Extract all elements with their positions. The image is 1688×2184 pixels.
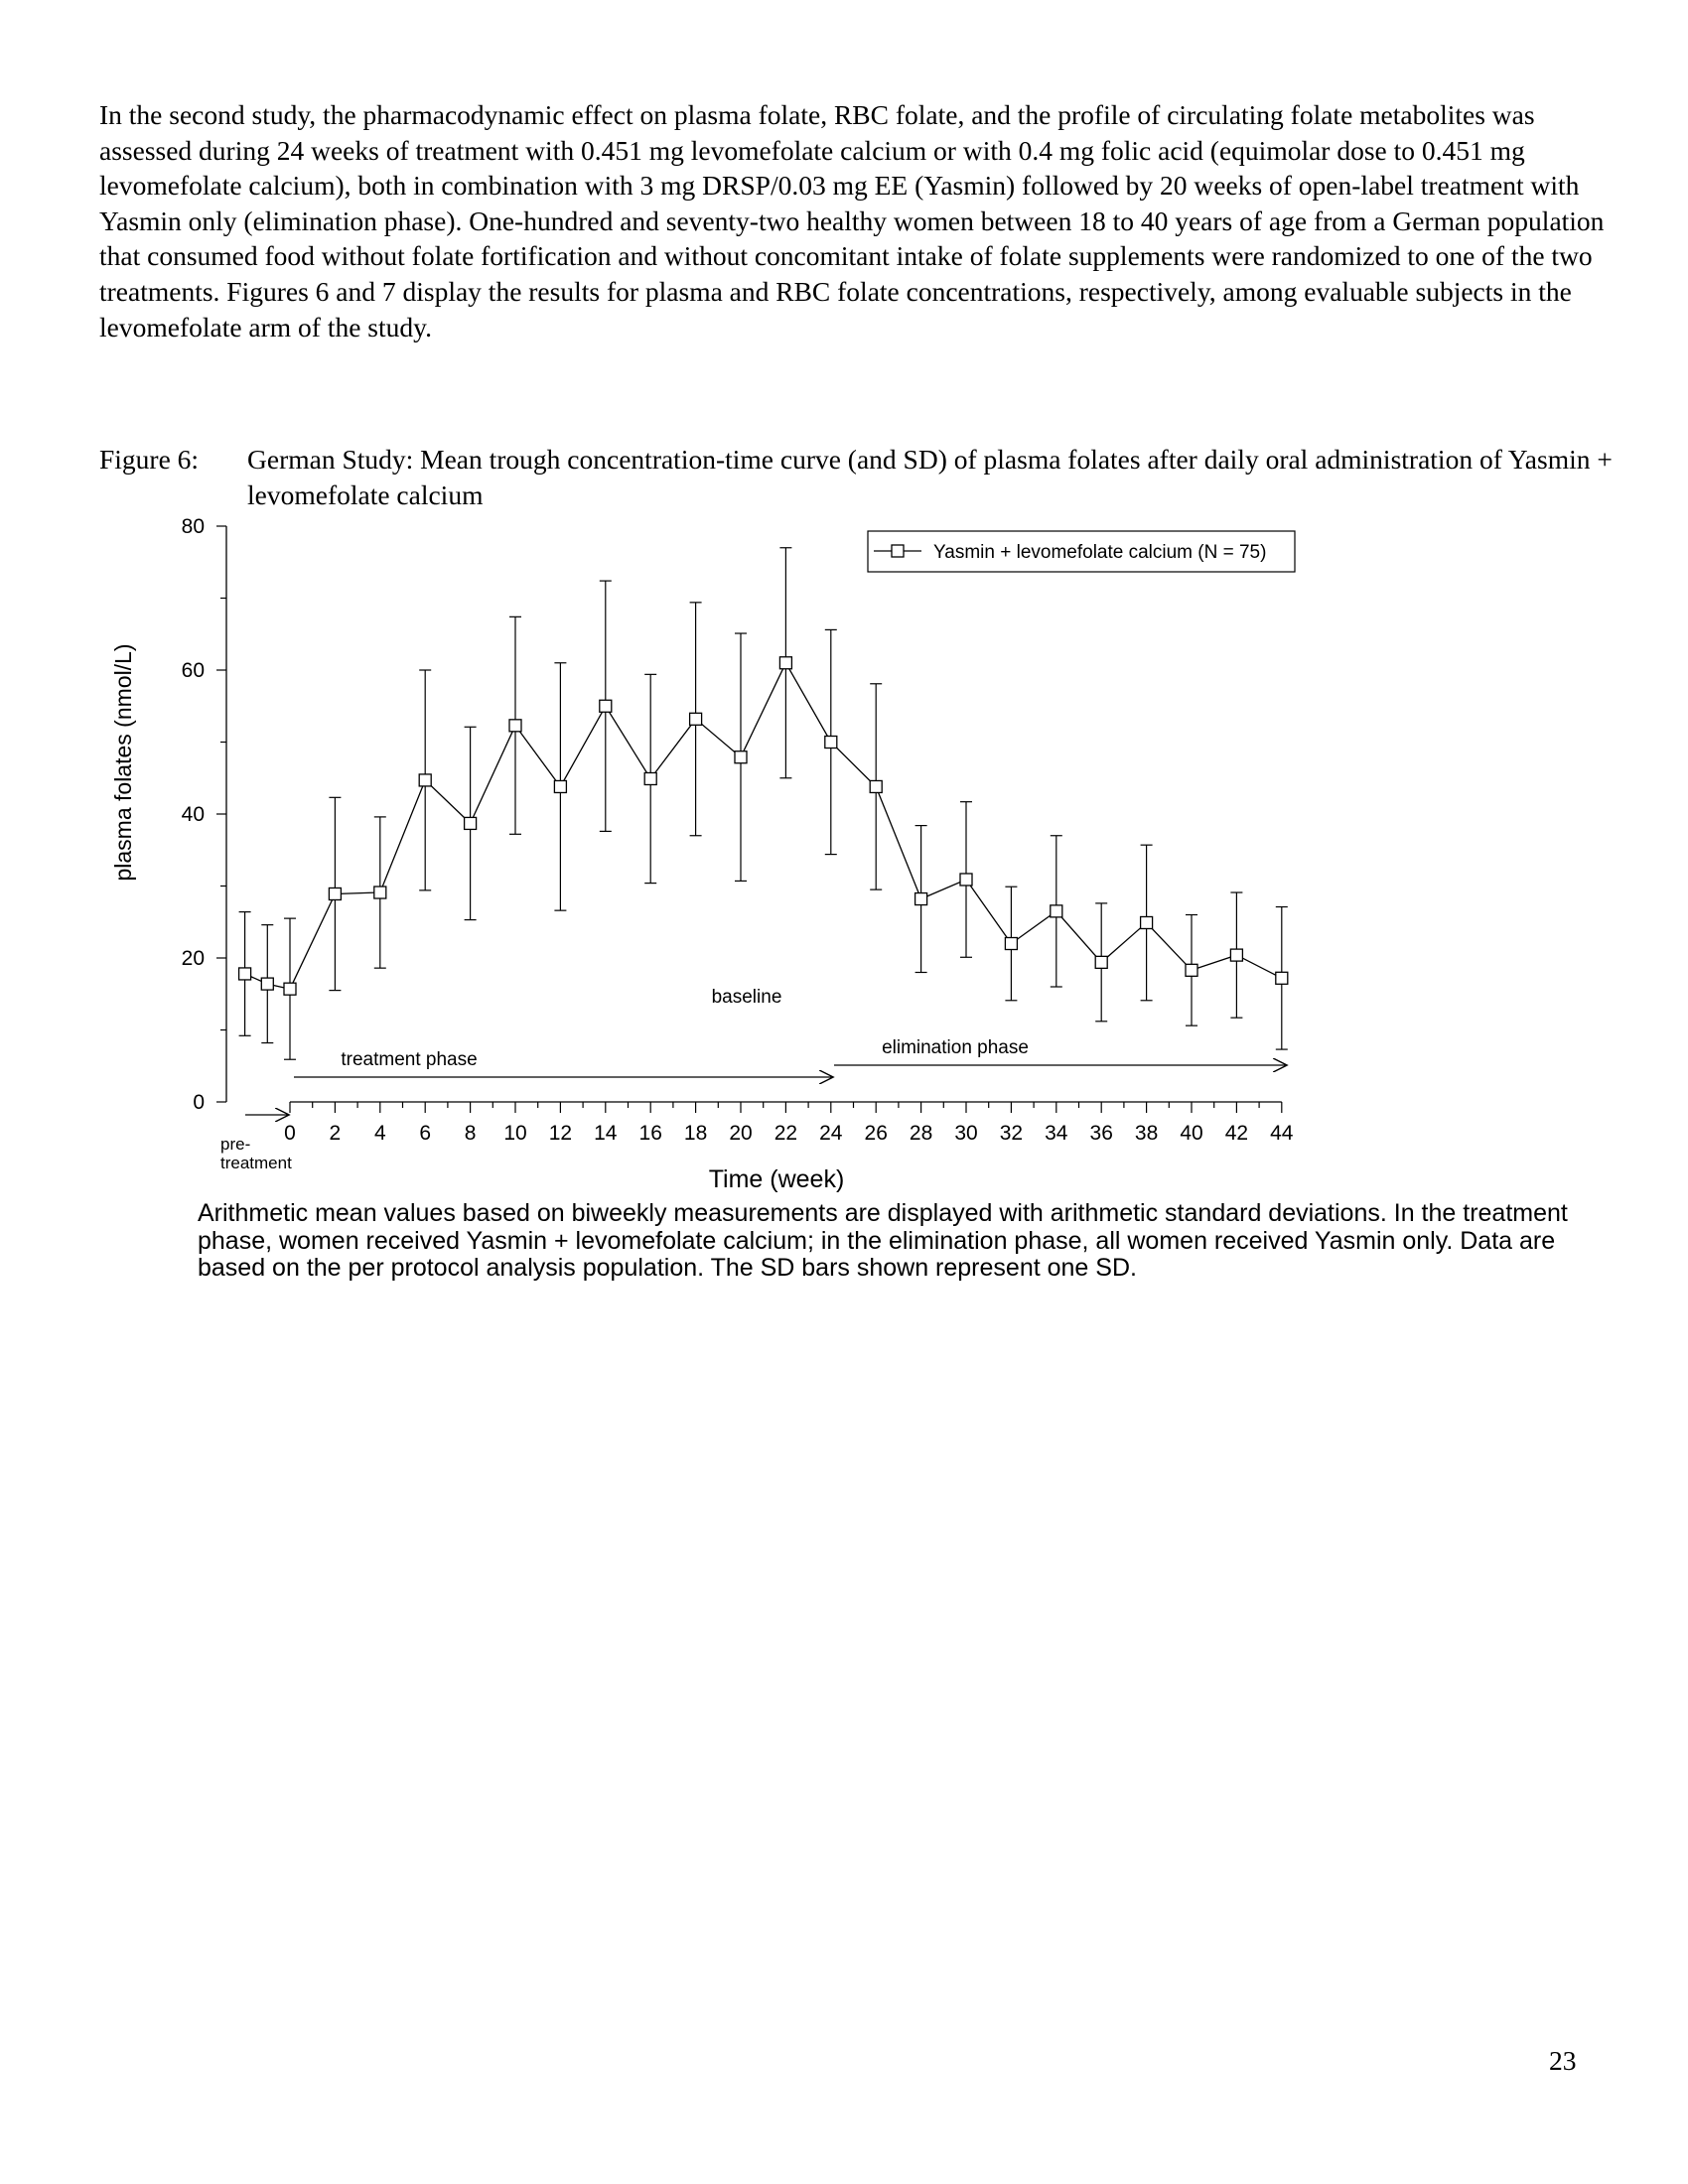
data-point: [239, 968, 251, 980]
x-tick-label: 12: [548, 1122, 573, 1145]
x-tick-label: 20: [729, 1122, 753, 1145]
data-point: [1005, 938, 1017, 950]
x-axis-label: Time (week): [708, 1165, 845, 1193]
page-number: 23: [1549, 2045, 1577, 2076]
intro-paragraph: In the second study, the pharmacodynamic effect on plasma folate, RBC folate, and the profile of circulating folate metabolites was assessed during 24 weeks of treatment with 0.451 mg levomefolate calcium or with 0.4 mg folic acid (equimolar dose to 0.451 mg levomefolate calcium), both in combination with 3 mg DRSP/0.03 mg EE (Yasmin) followed by 20 weeks of open-label treatment with Yasmin only (elimination phase). One-hundred and seventy-two healthy women between 18 to 40 years of age from a German population that consumed food without folate fortification and without concomitant intake of folate supplements were randomized to one of the two treatments. Figures 6 and 7 display the results for plasma and RBC folate concentrations, respectively, among evaluable subjects in the levomefolate arm of the study.: [99, 99, 1605, 342]
y-axis-label: plasma folates (nmol/L): [110, 643, 136, 882]
x-tick-label: 30: [954, 1122, 978, 1145]
x-tick-label: 38: [1134, 1122, 1159, 1145]
data-point: [1186, 964, 1197, 976]
figure-caption: German Study: Mean trough concentration-time curve (and SD) of plasma folates after daily oral administration of Yasmin + levomefolate calcium: [247, 444, 1613, 510]
x-tick-label: 40: [1180, 1122, 1203, 1145]
data-point: [735, 751, 747, 763]
x-tick-label: 26: [864, 1122, 888, 1145]
data-point: [1051, 905, 1062, 917]
x-tick-label: 24: [819, 1122, 843, 1145]
x-tick-label: 0: [284, 1122, 296, 1145]
series-line: [245, 663, 1282, 989]
treatment-phase-label: treatment phase: [341, 1049, 478, 1070]
pretreatment-label: pre- treatment: [220, 1135, 292, 1172]
x-tick-label: 42: [1224, 1122, 1249, 1145]
data-point: [644, 772, 656, 784]
plasma-folate-chart: [0, 496, 1688, 1211]
y-tick-label: 60: [181, 659, 205, 682]
x-tick-label: 16: [638, 1122, 662, 1145]
data-point: [825, 737, 837, 749]
x-tick-label: 18: [683, 1122, 708, 1145]
x-tick-label: 34: [1045, 1122, 1068, 1145]
data-point: [870, 780, 882, 792]
y-tick-label: 20: [181, 947, 205, 970]
data-point: [1095, 956, 1107, 968]
data-point: [690, 713, 702, 725]
data-point: [1230, 949, 1242, 961]
data-point: [779, 657, 791, 669]
y-tick-label: 40: [181, 803, 205, 826]
legend-marker: [892, 545, 904, 557]
data-point: [419, 774, 431, 786]
x-tick-label: 4: [373, 1122, 386, 1145]
x-tick-label: 44: [1270, 1122, 1294, 1145]
x-tick-label: 32: [999, 1122, 1024, 1145]
legend-label: Yasmin + levomefolate calcium (N = 75): [933, 542, 1267, 563]
data-point: [1276, 972, 1288, 984]
figure-label: Figure 6:: [99, 444, 200, 475]
data-point: [374, 887, 386, 898]
data-markers: [239, 657, 1288, 995]
data-point: [284, 983, 296, 995]
x-tick-label: 8: [464, 1122, 477, 1145]
error-bars: [239, 548, 1288, 1059]
x-tick-label: 36: [1089, 1122, 1113, 1145]
data-point: [329, 887, 341, 899]
baseline-annotation: baseline: [711, 987, 782, 1008]
x-tick-label: 2: [329, 1122, 342, 1145]
chart-legend: [868, 531, 1295, 572]
data-point: [1141, 916, 1153, 928]
y-tick-label: 80: [181, 515, 205, 538]
data-point: [915, 893, 927, 905]
series-line-group: [245, 663, 1282, 989]
data-point: [509, 720, 521, 732]
elimination-phase-label: elimination phase: [882, 1037, 1029, 1058]
x-tick-label: 6: [419, 1122, 432, 1145]
x-tick-label: 10: [503, 1122, 527, 1145]
x-tick-label: 14: [594, 1122, 618, 1145]
data-point: [465, 817, 477, 829]
data-point: [600, 700, 612, 712]
data-point: [554, 780, 566, 792]
y-tick-label: 0: [193, 1091, 205, 1114]
data-point: [960, 874, 972, 886]
chart-note: Arithmetic mean values based on biweekly measurements are displayed with arithmetic standard deviations. In the treatment phase, women received Yasmin + levomefolate calcium; in the elimination phase, all women received Yasmin only. Data are based on the per protocol analysis population. The SD bars shown represent one SD.: [198, 1199, 1568, 1282]
x-tick-label: 28: [909, 1122, 933, 1145]
x-tick-label: 22: [774, 1122, 798, 1145]
data-point: [261, 978, 273, 990]
